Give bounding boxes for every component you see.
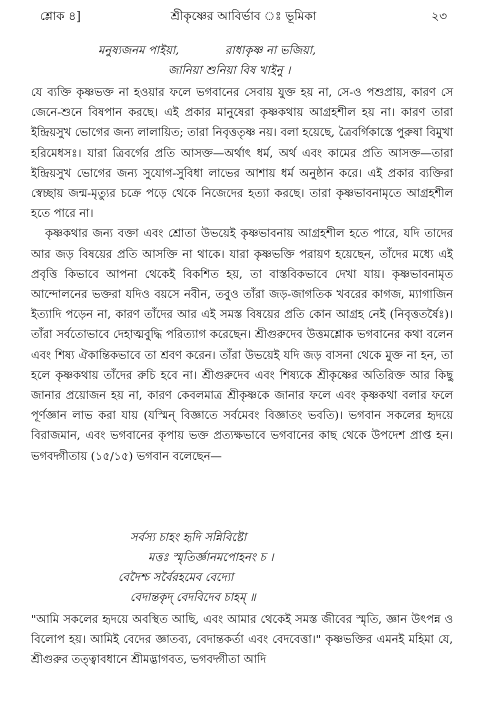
- sloka-line: মত্তঃ স্মৃতির্জ্ঞানমপোহনং চ ।: [148, 550, 274, 564]
- running-title: শ্রীকৃষ্ণের আবির্ভাব ঃ ভূমিকা: [170, 9, 317, 23]
- paragraph: যে ব্যক্তি কৃষ্ণভক্ত না হওয়ার ফলে ভগবানের সেবায় যুক্ত হয় না, সে-ও পশুপ্রায়, কারণ সে জেনে-শুনে বিষপান করছে। এই প্রকার মানুষেরা কৃষ্ণকথায় আগ্রহশীল হয় না। কারণ তারা ইন্দ্রিয়সুখ ভোগের জন্য লালায়িত; তারা নিবৃত্ততৃষ্ণ নয়। বলা হয়েছে, ত্রৈবর্গিকাস্তে পুরুষা বিমুখা হরিমেধসঃ। যারা ত্রিবর্গের প্রতি আসক্ত—অর্থাৎ ধর্ম, অর্থ এবং কামের প্রতি আসক্ত—তারা ইন্দ্রিয়সুখ ভোগের জন্য সুযোগ-সুবিধা লাভের আশায় ধর্ম অনুষ্ঠান করে। এই প্রকার ব্যক্তিরা স্বেচ্ছায় জন্ম-মৃত্যুর চক্রে পড়ে থেকে নিজেদের হত্যা করছে। তারা কৃষ্ণভাবনামৃতে আগ্রহশীল হতে পারে না।: [31, 85, 453, 221]
- verse-line: জানিয়া শুনিয়া বিষ খাইনু ।: [168, 63, 291, 77]
- verse-line-part: রাধাকৃষ্ণ না ভজিয়া,: [225, 43, 316, 57]
- paragraph: "আমি সকলের হৃদয়ে অবস্থিত আছি, এবং আমার থেকেই সমস্ত জীবের স্মৃতি, জ্ঞান উৎপন্ন ও বিলোপ হয়। আমিই বেদের জ্ঞাতব্য, বেদান্তকর্তা এবং বেদবেত্তা।" কৃষ্ণভক্তির এমনই মহিমা যে, শ্রীগুরুর তত্ত্বাবধানে শ্রীমদ্ভাগবত, ভগবদ্গীতা আদি: [31, 612, 453, 667]
- page-number: ২৩: [431, 9, 447, 23]
- sloka-line: বেদান্তকৃদ্ বেদবিদেব চাহম্ ॥: [130, 590, 256, 604]
- chapter-verse-reference: শ্লোক ৪]: [40, 9, 81, 23]
- opening-verse: [0, 40, 477, 80]
- verse-line: [0, 40, 477, 60]
- sloka-line: সর্বস্য চাহং হৃদি সন্নিবিষ্টো: [130, 530, 247, 544]
- verse-line-part: মনুষ্যজনম পাইয়া,: [98, 43, 180, 57]
- body-lower: [31, 609, 453, 670]
- gita-sloka: [0, 527, 477, 607]
- paragraph: কৃষ্ণকথার জন্য বক্তা এবং শ্রোতা উভয়েই কৃষ্ণভাবনায় আগ্রহশীল হতে পারে, যদি তাদের আর জড় বিষয়ের প্রতি আসক্তি না থাকে। যারা কৃষ্ণভক্তি পরায়ণ হয়েছেন, তাঁদের মধ্যে এই প্রবৃত্তি কিভাবে আপনা থেকেই বিকশিত হয়, তা বাস্তবিকভাবে দেখা যায়। কৃষ্ণভাবনামৃত আন্দোলনের ভক্তরা যদিও বয়সে নবীন, তবুও তাঁরা জড়-জাগতিক খবরের কাগজ, ম্যাগাজিন ইত্যাদি পড়েন না, কারণ তাঁদের আর এই সমস্ত বিষয়ের প্রতি কোন আগ্রহ নেই (নিবৃত্ততর্ষৈঃ)। তাঁরা সর্বতোভাবে দেহাত্মবুদ্ধি পরিত্যাগ করেছেন। শ্রীগুরুদেব উত্তমশ্লোক ভগবানের কথা বলেন এবং শিষ্য ঐকান্তিকভাবে তা শ্রবণ করেন। তাঁরা উভয়েই যদি জড় বাসনা থেকে মুক্ত না হন, তা হলে কৃষ্ণকথায় তাঁদের রুচি হবে না। শ্রীগুরুদেব এবং শিষ্যকে শ্রীকৃষ্ণের অতিরিক্ত আর কিছু জানার প্রয়োজন হয় না, কারণ কেবলমাত্র শ্রীকৃষ্ণকে জানার ফলে এবং কৃষ্ণকথা বলার ফলে পূর্ণজ্ঞান লাভ করা যায় (যস্মিন্ বিজ্ঞাতে সর্বমেবং বিজ্ঞাতং ভবতি)। ভগবান সকলের হৃদয়ে বিরাজমান, এবং ভগবানের কৃপায় ভক্ত প্রত্যক্ষভাবে ভগবানের কাছ থেকে উপদেশ প্রাপ্ত হন। ভগবদ্গীতায় (১৫/১৫) ভগবান বলেছেন—: [31, 226, 453, 463]
- page-header: [40, 8, 447, 28]
- sloka-line: বেদৈশ্চ সর্বৈরহমেব বেদ্যো: [118, 570, 234, 584]
- body-upper: [31, 82, 453, 466]
